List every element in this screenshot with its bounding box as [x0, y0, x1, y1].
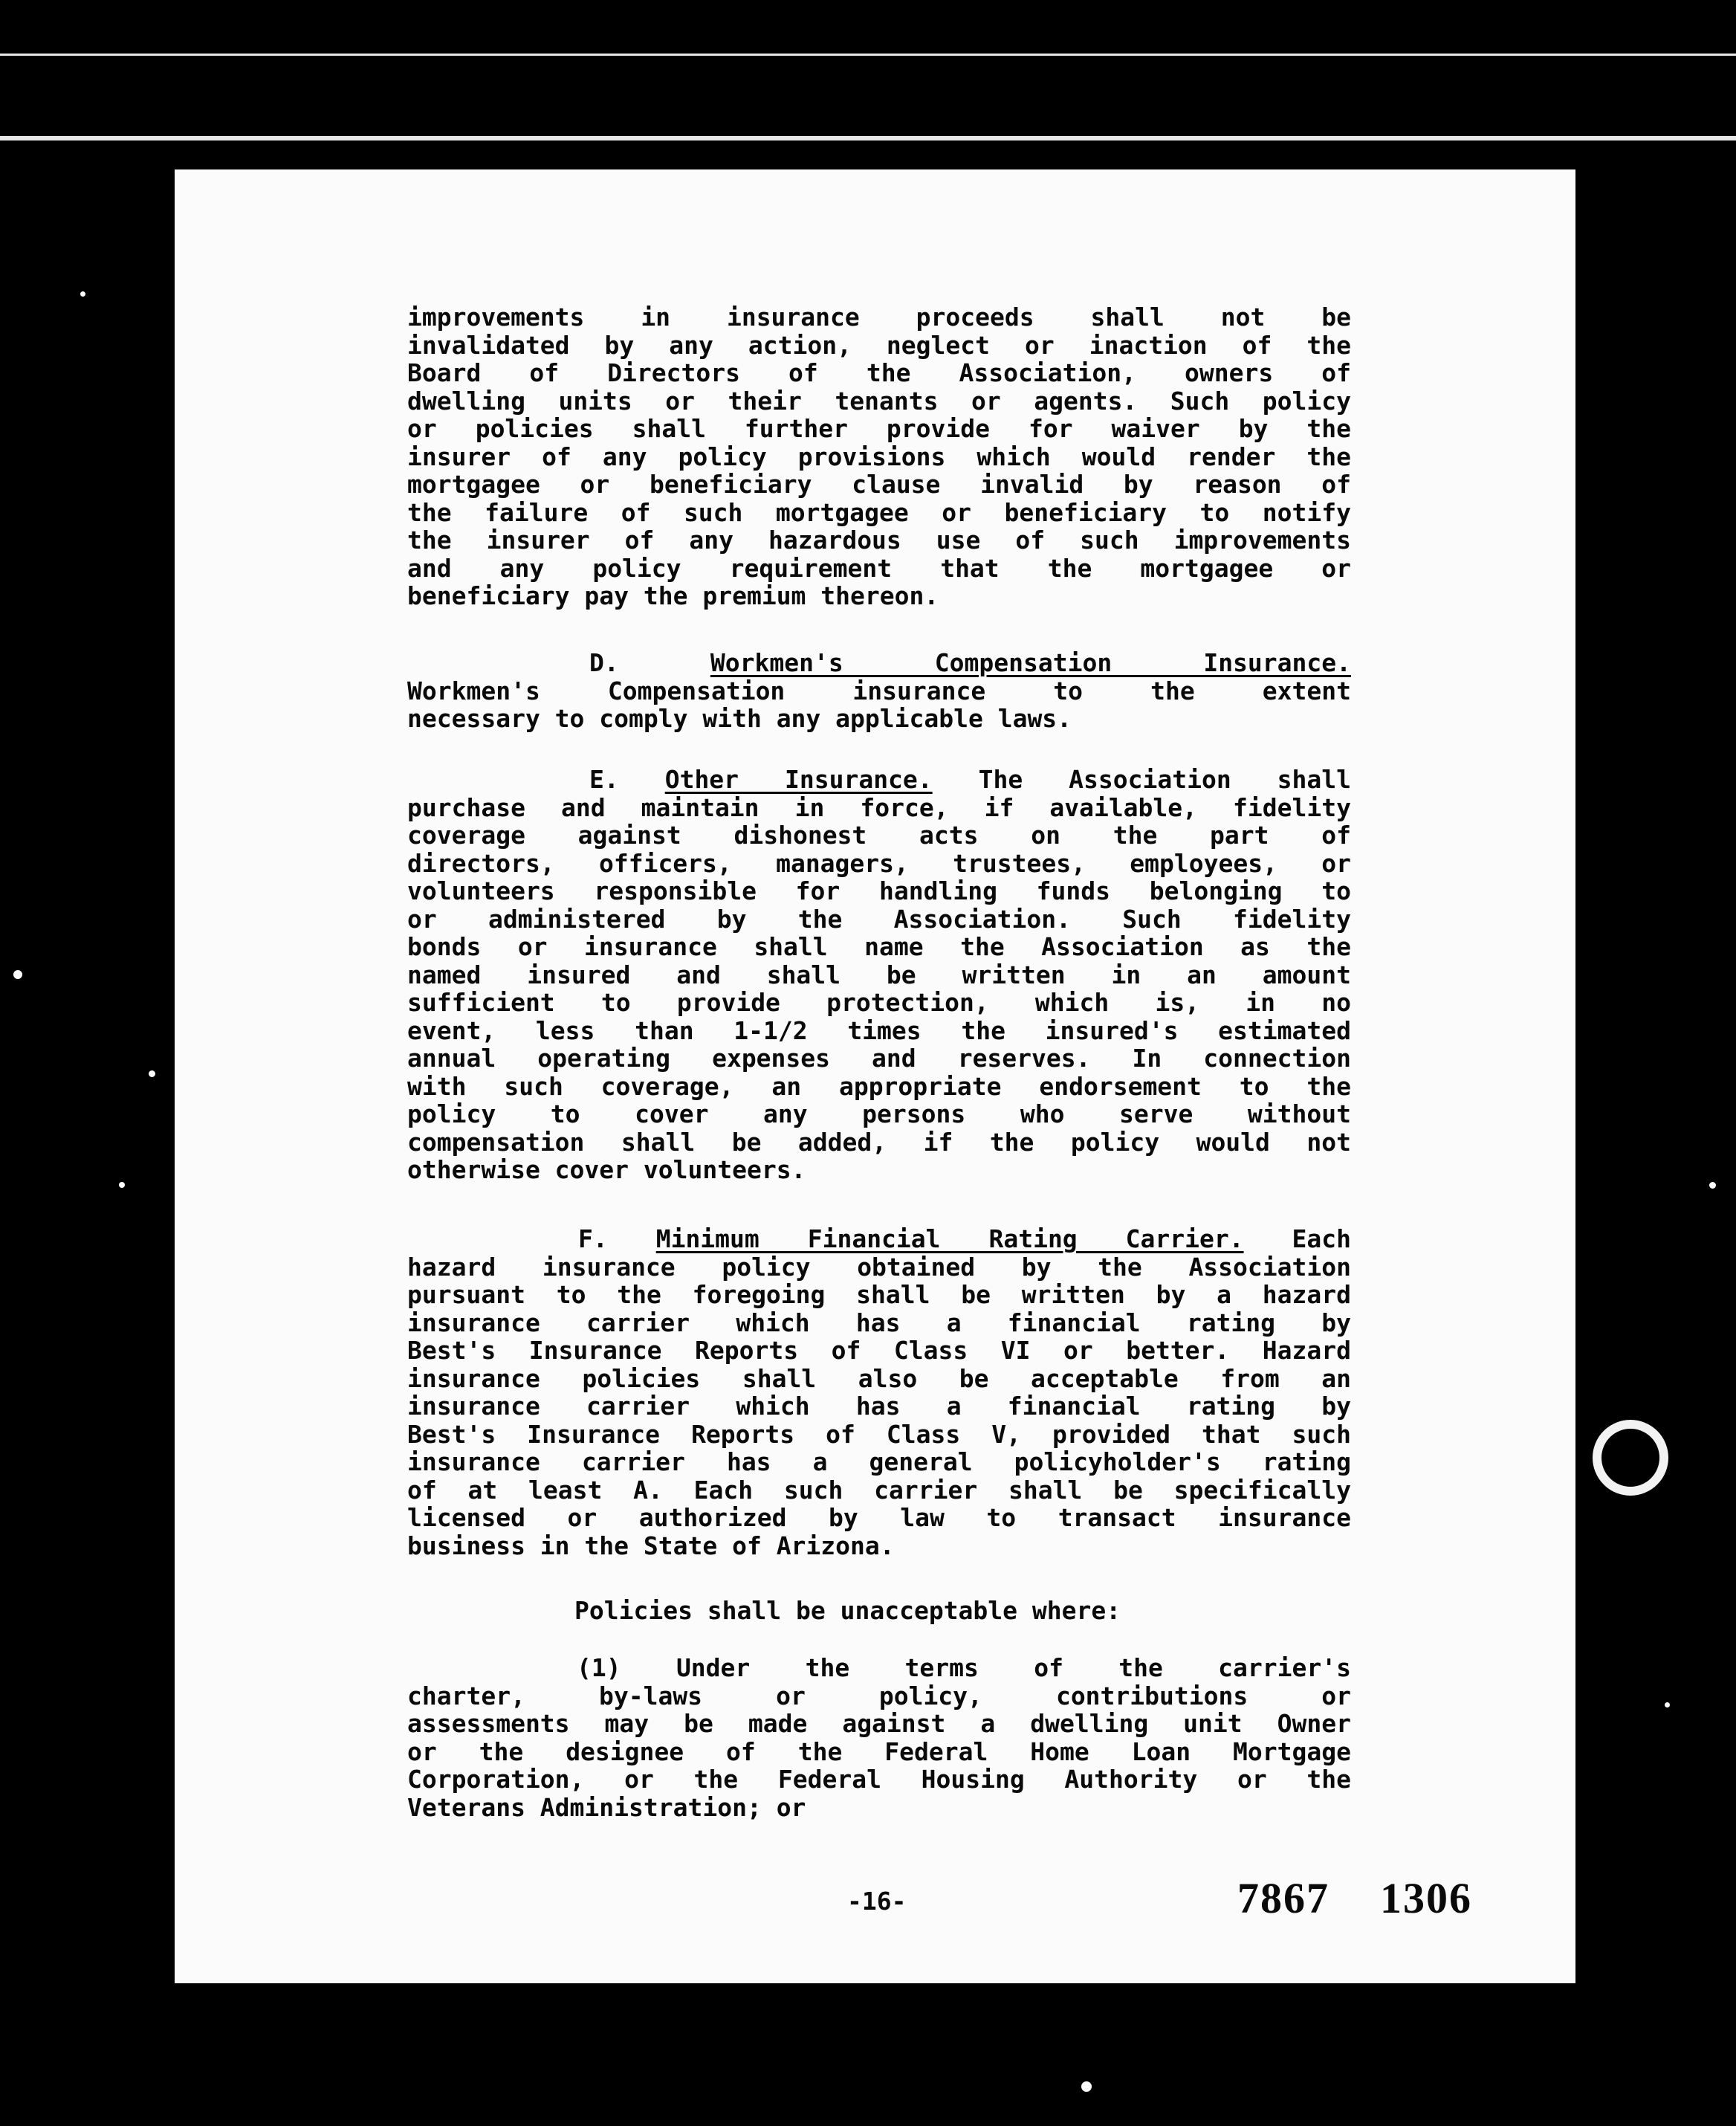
text-line: otherwise cover volunteers.	[407, 1155, 806, 1184]
text-line: insurance carrier which has a financial rating by	[407, 1308, 1351, 1337]
text-line: or policies shall further provide for waiver by the	[407, 414, 1351, 443]
text-line: mortgagee or beneficiary clause invalid by reason of	[407, 470, 1351, 499]
section-f-minimum-rating	[407, 1225, 1351, 1560]
text-line: insurance carrier has a general policyholder's rating	[407, 1447, 1351, 1476]
scan-edge-line	[0, 136, 1736, 140]
section-e-other-insurance	[407, 766, 1351, 1184]
text-line: sufficient to provide protection, which is, in no	[407, 988, 1351, 1017]
policies-unacceptable-heading: Policies shall be unacceptable where:	[574, 1596, 1121, 1625]
text-line: insurance policies shall also be acceptable from an	[407, 1363, 1351, 1393]
scan-speck	[1081, 2081, 1092, 2092]
section-letter: E.	[589, 765, 619, 794]
section-title: Workmen's Compensation Insurance.	[710, 648, 1351, 677]
text-line: necessary to comply with any applicable laws.	[407, 704, 1072, 733]
text-line: compensation shall be added, if the policy would not	[407, 1127, 1351, 1157]
scan-speck	[149, 1070, 155, 1077]
text-line: dwelling units or their tenants or agents. Such policy	[407, 386, 1351, 416]
text-line: the insurer of any hazardous use of such improvements	[407, 526, 1351, 555]
text-line: Best's Insurance Reports of Class VI or better. Hazard	[407, 1336, 1351, 1365]
text-line: the failure of such mortgagee or beneficiary to notify	[407, 497, 1351, 527]
item-number: (1)	[577, 1653, 621, 1682]
scan-edge-line	[0, 54, 1736, 56]
text-line: event, less than 1-1/2 times the insured's estimated	[407, 1015, 1351, 1045]
scan-speck	[119, 1182, 125, 1188]
text-line: insurance carrier which has a financial rating by	[407, 1392, 1351, 1421]
binder-hole-ring	[1593, 1420, 1668, 1496]
text-line: pursuant to the foregoing shall be written by a hazard	[407, 1280, 1351, 1309]
text-line: or the designee of the Federal Home Loan Mortgage	[407, 1736, 1351, 1766]
text-line: named insured and shall be written in an amount	[407, 960, 1351, 989]
text-line: annual operating expenses and reserves. In connection	[407, 1044, 1351, 1073]
section-letter: D.	[589, 648, 619, 677]
text-line: of at least A. Each such carrier shall be specifically	[407, 1475, 1351, 1505]
text-line: beneficiary pay the premium thereon.	[407, 581, 939, 610]
item-first-words: Under the terms of the carrier's	[676, 1653, 1351, 1682]
text-line: purchase and maintain in force, if available, fidelity	[407, 792, 1351, 822]
text-line: and any policy requirement that the mortgagee or	[407, 553, 1351, 583]
scan-speck	[1709, 1182, 1716, 1189]
text-line: policy to cover any persons who serve without	[407, 1099, 1351, 1128]
text-line: Veterans Administration; or	[407, 1792, 806, 1822]
text-line: Corporation, or the Federal Housing Authority or the	[407, 1765, 1351, 1794]
text-line: volunteers responsible for handling funds belonging to	[407, 876, 1351, 905]
page-number: -16-	[847, 1887, 907, 1916]
section-first-words: Each	[1292, 1224, 1351, 1253]
text-line: licensed or authorized by law to transact insurance	[407, 1503, 1351, 1532]
text-line: with such coverage, an appropriate endorsement to the	[407, 1071, 1351, 1101]
scan-speck	[1665, 1702, 1670, 1707]
item-1-carrier-charter	[407, 1654, 1351, 1821]
text-line: hazard insurance policy obtained by the Association	[407, 1252, 1351, 1282]
text-line: improvements in insurance proceeds shall not be	[407, 303, 1351, 332]
text-line: invalidated by any action, neglect or inaction of the	[407, 330, 1351, 360]
scan-speck	[13, 970, 22, 979]
section-first-words: The Association shall	[978, 765, 1351, 794]
text-line: charter, by-laws or policy, contributions or	[407, 1681, 1351, 1710]
text-line: Best's Insurance Reports of Class V, provided that such	[407, 1419, 1351, 1449]
recording-page: 1306	[1380, 1874, 1472, 1922]
section-letter: F.	[578, 1224, 608, 1253]
text-line: or administered by the Association. Such fidelity	[407, 904, 1351, 934]
section-title: Minimum Financial Rating Carrier.	[655, 1224, 1244, 1253]
text-line: bonds or insurance shall name the Association as the	[407, 932, 1351, 961]
scan-speck	[80, 291, 85, 297]
recording-stamp	[1237, 1873, 1472, 1923]
text-line: coverage against dishonest acts on the part of	[407, 821, 1351, 850]
text-line: insurer of any policy provisions which would render the	[407, 442, 1351, 471]
section-d-workmens-compensation	[407, 649, 1351, 733]
text-line: directors, officers, managers, trustees, employees, or	[407, 848, 1351, 878]
text-line: Workmen's Compensation insurance to the extent	[407, 676, 1351, 705]
text-line: business in the State of Arizona.	[407, 1531, 895, 1560]
recording-book: 7867	[1237, 1874, 1329, 1922]
paragraph-insurance-proceeds	[407, 303, 1351, 610]
text-line: Board of Directors of the Association, owners of	[407, 358, 1351, 387]
section-title: Other Insurance.	[664, 765, 933, 794]
text-line: assessments may be made against a dwelling unit Owner	[407, 1709, 1351, 1738]
